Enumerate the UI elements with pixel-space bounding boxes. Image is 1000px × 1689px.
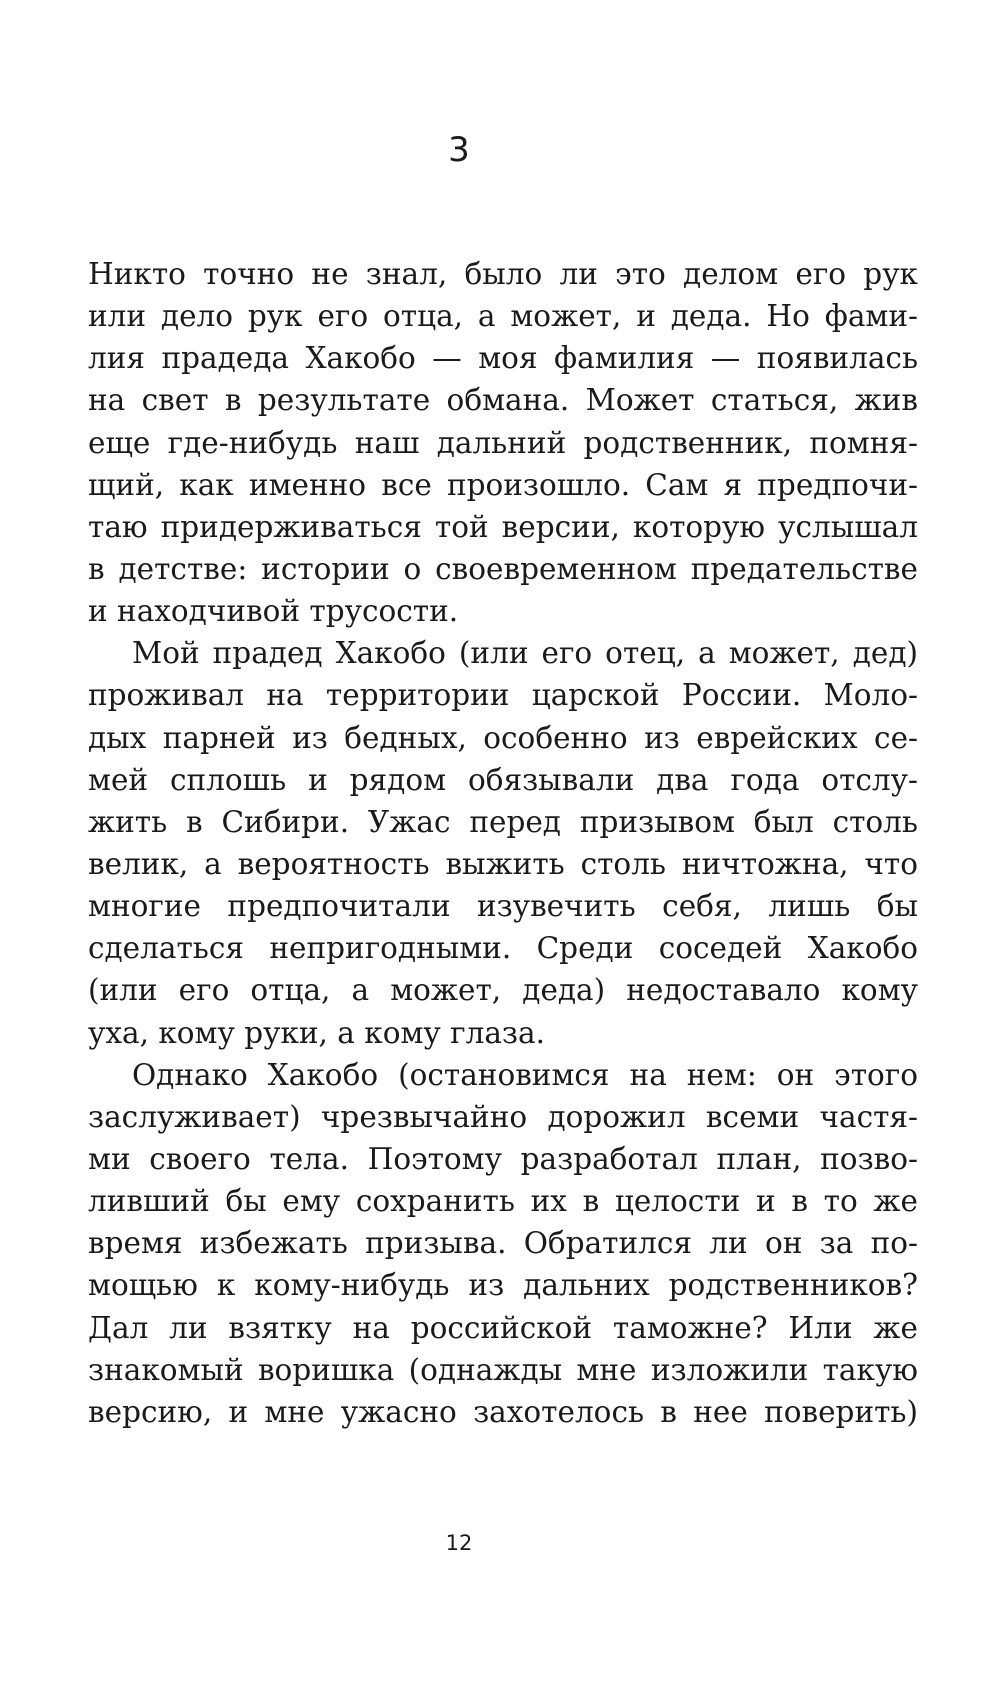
text-line: таю придерживаться той версии, которую услышал: [88, 509, 918, 544]
text-line: лия прадеда Хакобо — моя фамилия — появилась: [88, 341, 918, 376]
text-line: щий, как именно все произошло. Сам я предпочи-: [88, 467, 918, 502]
text-line: (или его отца, а может, деда) недоставало кому: [88, 973, 918, 1008]
text-line: Никто точно не знал, было ли это делом его рук: [88, 257, 918, 291]
text-line: многие предпочитали изувечить себя, лишь бы: [88, 889, 918, 924]
text-line: жить в Сибири. Ужас перед призывом был столь: [88, 804, 918, 839]
text-line: Дал ли взятку на российской таможне? Или же: [88, 1310, 918, 1345]
text-line: или дело рук его отца, а может, и деда. Но фами-: [88, 299, 918, 334]
text-line: мощью к кому-нибудь из дальних родственников?: [88, 1268, 918, 1303]
body-text: [88, 253, 918, 1433]
text-line: уха, кому руки, а кому глаза.: [88, 1015, 545, 1050]
text-line: Однако Хакобо (остановимся на нем: он этого: [132, 1057, 918, 1092]
text-line: ми своего тела. Поэтому разработал план, позво-: [88, 1141, 918, 1176]
text-line: проживал на территории царской России. Моло-: [88, 678, 918, 713]
text-line: в детстве: истории о своевременном предательстве: [88, 551, 918, 586]
text-line: Мой прадед Хакобо (или его отец, а может, дед): [132, 636, 918, 671]
text-line: и находчивой трусости.: [88, 594, 459, 629]
paragraph: [88, 1054, 918, 1433]
paragraph: [88, 632, 918, 1053]
text-line: время избежать призыва. Обратился ли он за по-: [88, 1226, 918, 1261]
paragraph: [88, 253, 918, 632]
text-line: на свет в результате обмана. Может статься, жив: [88, 383, 918, 418]
text-line: сделаться непригодными. Среди соседей Хакобо: [88, 931, 918, 966]
text-line: дых парней из бедных, особенно из еврейских се-: [88, 720, 918, 755]
text-line: заслуживает) чрезвычайно дорожил всеми частя-: [88, 1099, 918, 1134]
text-line: еще где-нибудь наш дальний родственник, помня-: [88, 425, 918, 460]
page-number: 12: [445, 1531, 473, 1555]
text-line: мей сплошь и рядом обязывали два года отслу-: [88, 762, 918, 797]
text-line: ливший бы ему сохранить их в целости и в то же: [88, 1184, 918, 1219]
text-line: велик, а вероятность выжить столь ничтожна, что: [88, 846, 918, 881]
text-line: версию, и мне ужасно захотелось в нее поверить): [88, 1394, 918, 1429]
chapter-number: 3: [448, 130, 470, 170]
text-line: знакомый воришка (однажды мне изложили такую: [88, 1352, 918, 1387]
